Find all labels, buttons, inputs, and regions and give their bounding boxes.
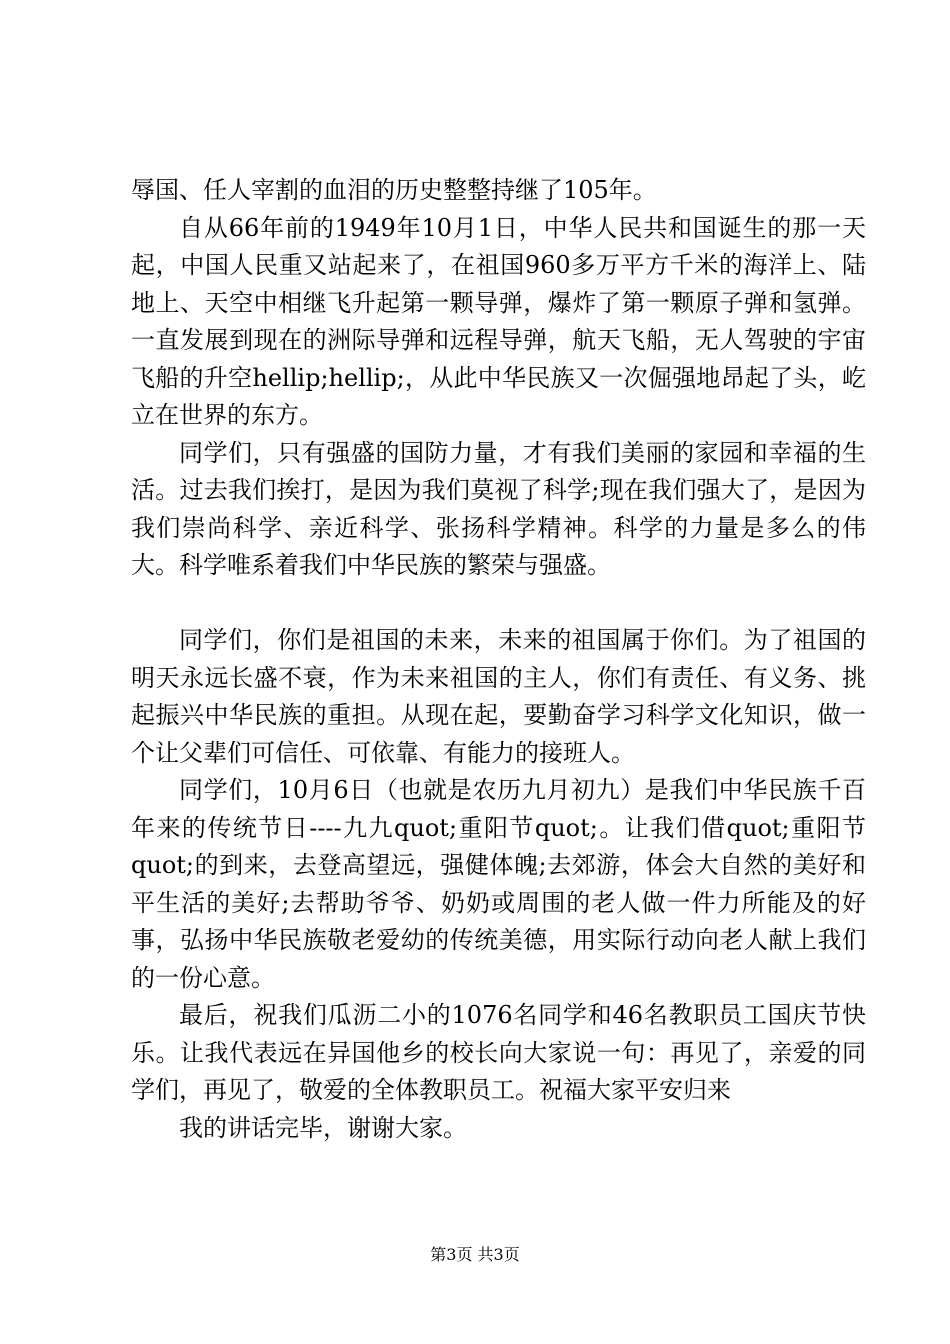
paragraph-gap xyxy=(131,585,866,623)
paragraph-thanks: 我的讲话完毕，谢谢大家。 xyxy=(179,1113,467,1142)
paragraph-double-ninth: 同学们，10月6日（也就是农历九月初九）是我们中华民族千百年来的传统节日----九九quot;重阳节quot;。让我们借quot;重阳节quot;的到来，去登高望远，强健体魄;去郊游，体会大自然的美好和平生活的美好;去帮助爷爷、奶奶或周围的老人做一件力所能及的好事，弘扬中华民族敬老爱幼的传统美德，用实际行动向老人献上我们的一份心意。 xyxy=(131,776,866,992)
document-body xyxy=(131,172,866,1147)
paragraph-continuation: 辱国、任人宰割的血泪的历史整整持继了105年。 xyxy=(131,176,657,204)
page-number-footer: 第3页 共3页 xyxy=(430,1245,520,1264)
paragraph-founding: 自从66年前的1949年10月1日，中华人民共和国诞生的那一天起，中国人民重又站起来了，在祖国960多万平方千米的海洋上、陆地上、天空中相继飞升起第一颗导弹，爆炸了第一颗原子弹和氢弹。一直发展到现在的洲际导弹和远程导弹，航天飞船，无人驾驶的宇宙飞船的升空hellip;hellip;，从此中华民族又一次倔强地昂起了头，屹立在世界的东方。 xyxy=(131,213,866,429)
paragraph-closing-wishes: 最后，祝我们瓜沥二小的1076名同学和46名教职员工国庆节快乐。让我代表远在异国他乡的校长向大家说一句：再见了，亲爱的同学们，再见了，敬爱的全体教职员工。祝福大家平安归来 xyxy=(131,1001,866,1104)
paragraph-science: 同学们，只有强盛的国防力量，才有我们美丽的家园和幸福的生活。过去我们挨打，是因为我们莫视了科学;现在我们强大了，是因为我们崇尚科学、亲近科学、张扬科学精神。科学的力量是多么的伟大。科学唯系着我们中华民族的繁荣与强盛。 xyxy=(131,438,866,579)
paragraph-future: 同学们，你们是祖国的未来，未来的祖国属于你们。为了祖国的明天永远长盛不衰，作为未来祖国的主人，你们有责任、有义务、挑起振兴中华民族的重担。从现在起，要勤奋学习科学文化知识，做一个让父辈们可信任、可依靠、有能力的接班人。 xyxy=(131,626,866,767)
